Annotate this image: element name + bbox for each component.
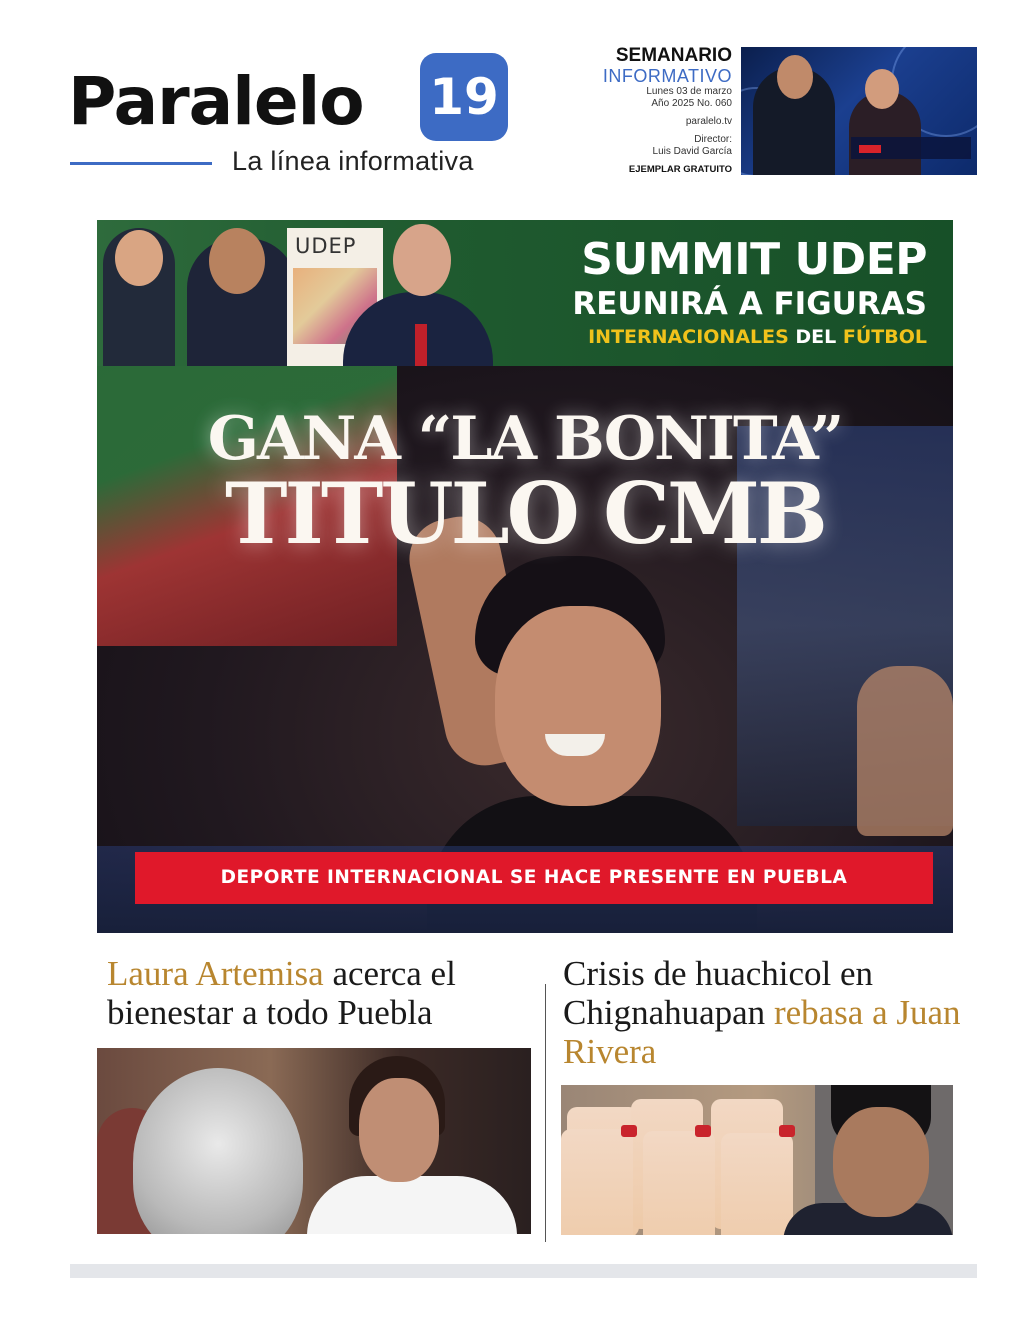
director-name: Luis David García	[652, 146, 732, 157]
tagline: La línea informativa	[232, 146, 474, 176]
issue-type-line1: SEMANARIO	[615, 45, 732, 66]
cover-headline-bottom: TITULO CMB	[225, 464, 825, 563]
issue-info	[572, 46, 732, 175]
laura-artemisa-photo[interactable]	[97, 1048, 531, 1234]
tv-promo-image[interactable]	[741, 47, 977, 175]
cover-story[interactable]	[97, 220, 953, 933]
issue-date: Lunes 03 de marzo	[646, 86, 732, 97]
director-label: Director:	[694, 134, 732, 145]
logo-wordmark[interactable]: Paralelo	[68, 63, 364, 140]
column-divider	[545, 984, 546, 1242]
huachicol-photo[interactable]	[561, 1085, 953, 1235]
masthead	[0, 0, 1024, 200]
issue-type-line2: INFORMATIVO	[602, 66, 732, 86]
logo-underline	[70, 162, 212, 165]
issue-number: Año 2025 No. 060	[651, 98, 732, 109]
issue-website[interactable]: paralelo.tv	[685, 116, 732, 127]
logo-badge[interactable]: 19	[420, 53, 508, 141]
cover-headline-top: GANA “LA BONITA”	[207, 404, 843, 474]
story-headline-laura-artemisa[interactable]: Laura Artemisa acerca el bienestar a todo Puebla	[107, 954, 456, 1032]
banner-title: SUMMIT UDEP	[581, 234, 927, 285]
summit-banner[interactable]	[97, 220, 953, 366]
cover-ribbon	[135, 852, 933, 904]
footer-bar	[70, 1264, 977, 1278]
cover-ribbon-text: DEPORTE INTERNACIONAL SE HACE PRESENTE EN PUEBLA	[220, 867, 848, 888]
banner-line3: INTERNACIONALES DEL FÚTBOL	[588, 326, 927, 348]
banner-subtitle: REUNIRÁ A FIGURAS	[572, 286, 927, 322]
story-headline-huachicol[interactable]: Crisis de huachicol en Chignahuapan rebasa a Juan Rivera	[563, 954, 961, 1071]
udep-logo-text: UDEP	[295, 234, 357, 258]
live-badge-icon	[859, 145, 881, 153]
free-copy-label: EJEMPLAR GRATUITO	[628, 164, 732, 175]
